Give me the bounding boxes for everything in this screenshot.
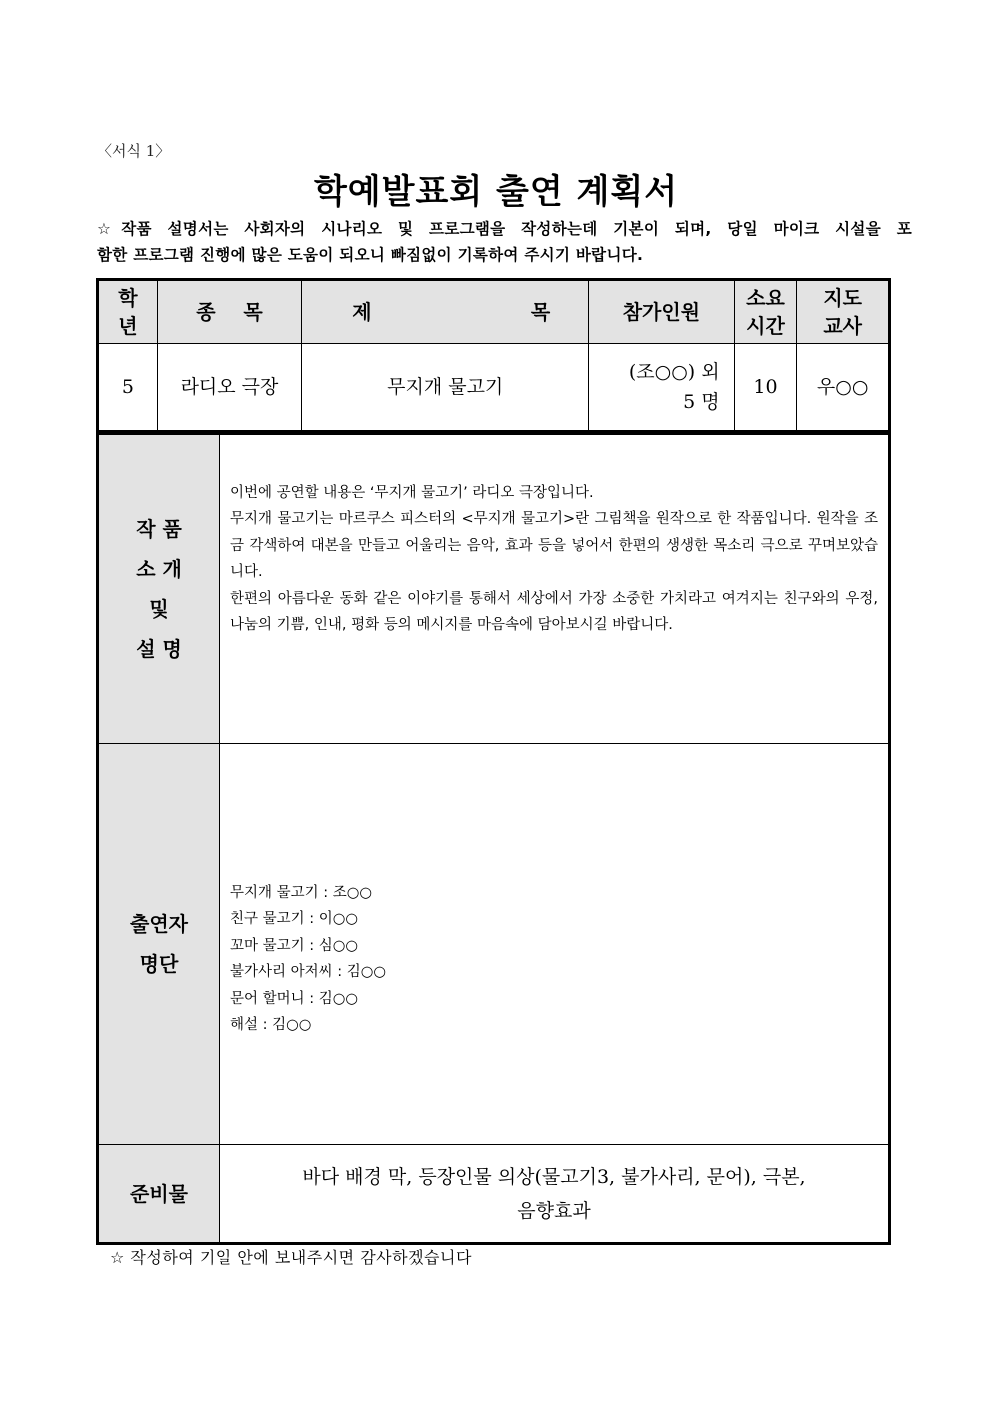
cast-member: 해설 : 김○○ xyxy=(230,1017,312,1033)
details-table xyxy=(96,434,891,1245)
header-category: 종 목 xyxy=(157,280,301,344)
header-title: 제 목 xyxy=(302,280,589,344)
header-teacher: 지도 교사 xyxy=(797,280,890,344)
cell-duration: 10 xyxy=(734,344,797,432)
preparation-content: 바다 배경 막, 등장인물 의상(물고기3, 불가사리, 문어), 극본, 음향효과 xyxy=(220,1145,890,1244)
cast-row xyxy=(98,744,890,1145)
cast-member: 무지개 물고기 : 조○○ xyxy=(230,884,373,901)
cell-title: 무지개 물고기 xyxy=(302,344,589,432)
summary-header-row xyxy=(98,280,890,344)
notice-text xyxy=(97,216,912,268)
intro-paragraph: 무지개 물고기는 마르쿠스 피스터의 <무지개 물고기>란 그림책을 원작으로 한 작품입니다. 원작을 조금 각색하여 대본을 만들고 어울리는 음악, 효과 등을 넣어서 한편의 생생한 목소리 극으로 꾸며보았습니다. xyxy=(230,511,878,580)
cast-label: 출연자 명단 xyxy=(98,744,220,1145)
preparation-row xyxy=(98,1145,890,1244)
summary-data-row xyxy=(98,344,890,432)
header-duration: 소요 시간 xyxy=(734,280,797,344)
intro-label: 작 품 소 개 및 설 명 xyxy=(98,435,220,744)
header-participants: 참가인원 xyxy=(589,280,734,344)
intro-paragraph: 이번에 공연할 내용은 ‘무지개 물고기’ 라디오 극장입니다. xyxy=(230,484,594,501)
notice-line-1: ☆작품 설명서는 사회자의 시나리오 및 프로그램을 작성하는데 기본이 되며, 당일 마이크 시설을 포 xyxy=(97,220,912,238)
intro-content xyxy=(220,435,890,744)
cell-teacher: 우○○ xyxy=(797,344,890,432)
cell-grade: 5 xyxy=(98,344,158,432)
header-grade: 학 년 xyxy=(98,280,158,344)
summary-table xyxy=(96,278,891,433)
cast-member: 꼬마 물고기 : 심○○ xyxy=(230,937,359,954)
cell-category: 라디오 극장 xyxy=(157,344,301,432)
cast-member: 불가사리 아저씨 : 김○○ xyxy=(230,964,387,980)
form-number: 〈서식 1〉 xyxy=(97,142,171,160)
intro-row xyxy=(98,435,890,744)
cell-participants: (조○○) 외 5 명 xyxy=(589,344,734,432)
footer-note: ☆ 작성하여 기일 안에 보내주시면 감사하겠습니다 xyxy=(110,1248,472,1267)
cast-member: 친구 물고기 : 이○○ xyxy=(230,911,359,927)
notice-line-2: 함한 프로그램 진행에 많은 도움이 되오니 빠짐없이 기록하여 주시기 바랍니다. xyxy=(97,246,644,264)
cast-content xyxy=(220,744,890,1145)
preparation-label: 준비물 xyxy=(98,1145,220,1244)
cast-member: 문어 할머니 : 김○○ xyxy=(230,990,359,1007)
intro-paragraph: 한편의 아름다운 동화 같은 이야기를 통해서 세상에서 가장 소중한 가치라고 여겨지는 친구와의 우정, 나눔의 기쁨, 인내, 평화 등의 메시지를 마음속에 담아보시길 바랍니다. xyxy=(230,590,878,633)
page-title: 학예발표회 출연 계획서 xyxy=(313,172,679,212)
cast-list xyxy=(220,880,888,1039)
